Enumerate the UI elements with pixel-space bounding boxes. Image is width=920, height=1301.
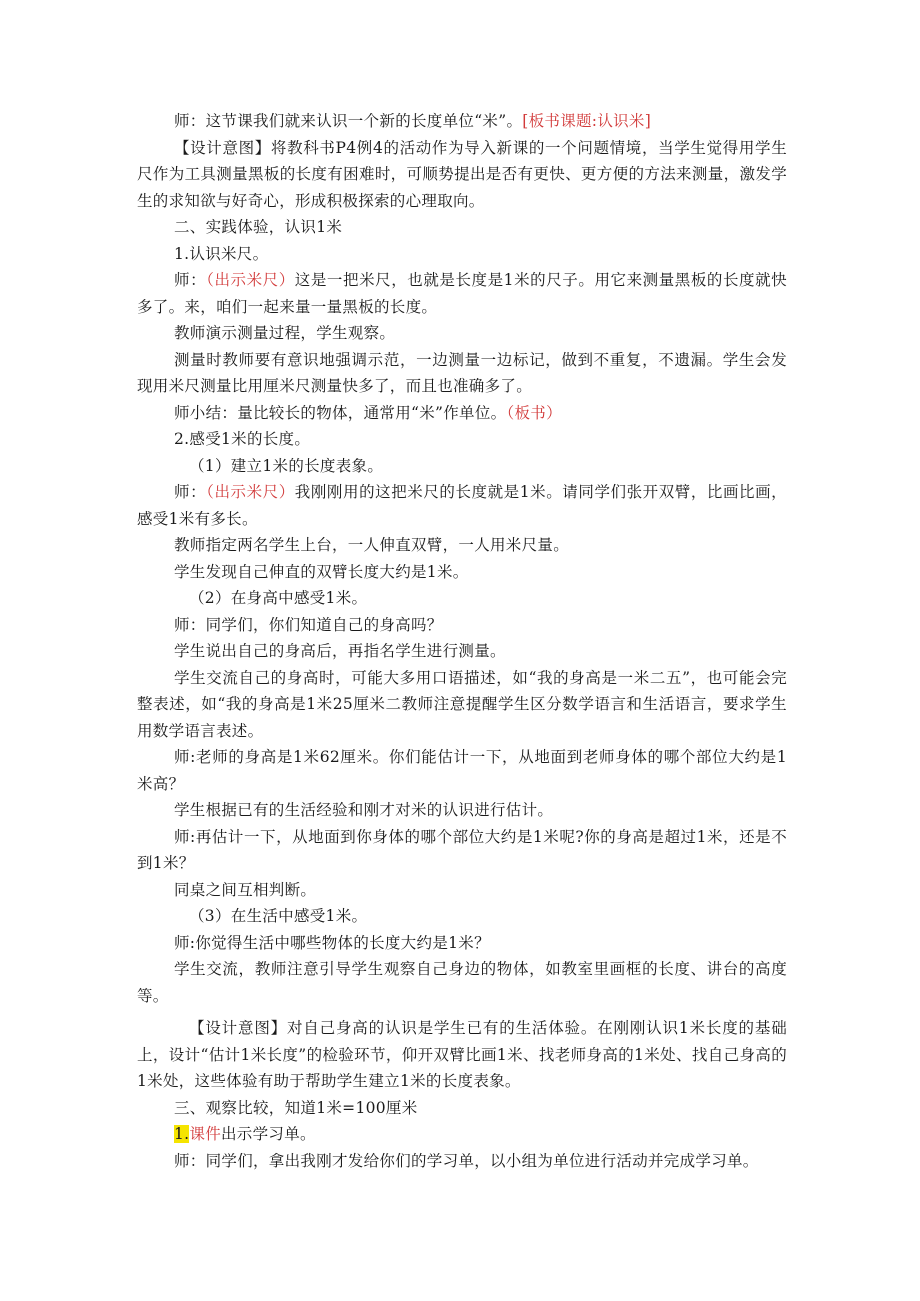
paragraph-height-language: 学生交流自己的身高时，可能大多用口语描述，如“我的身高是一米二五”，也可能会完整表述，如“我的身高是1米25厘米二教师注意提醒学生区分数学语言和生活语言，要求学生用数学语言表述。 <box>137 668 787 740</box>
paragraph-life-question: 师:你觉得生活中哪些物体的长度大约是1米？ <box>174 933 490 952</box>
lesson-text <box>137 108 787 1174</box>
paragraph-life-discussion: 学生交流，教师注意引导学生观察自己身边的物体，如教室里画框的长度、讲台的高度等。 <box>137 960 787 1005</box>
paragraph-peer-judge: 同桌之间互相判断。 <box>174 880 317 899</box>
paragraph-estimate: 学生根据已有的生活经验和刚才对米的认识进行估计。 <box>174 801 554 819</box>
paragraph-intro-meter: 师：这节课我们就来认识一个新的长度单位“米”。[板书课题:认识米] <box>174 112 652 130</box>
paragraph-group-activity: 师：同学们，拿出我刚才发给你们的学习单，以小组为单位进行活动并完成学习单。 <box>174 1151 759 1170</box>
paragraph-teacher-height: 师:老师的身高是1米62厘米。你们能估计一下，从地面到老师身体的哪个部位大约是1米高？ <box>137 748 787 793</box>
highlighted-number: 1. <box>174 1125 190 1143</box>
section-heading-3: 三、观察比较，知道1米=100厘米 <box>174 1098 418 1117</box>
paragraph-summary: 师小结：量比较长的物体，通常用“米”作单位。（板书） <box>174 403 562 422</box>
subheading-2-3: （3）在生活中感受1米。 <box>189 907 368 925</box>
paragraph-arm-length: 学生发现自己伸直的双臂长度大约是1米。 <box>174 562 469 581</box>
paragraph-height-measure: 学生说出自己的身高后，再指名学生进行测量。 <box>174 642 506 660</box>
section-heading-2: 二、实践体验，认识1米 <box>174 218 343 236</box>
subheading-1: 1.认识米尺。 <box>174 244 269 263</box>
paragraph-design-intent-1: 【设计意图】将教科书P4例4的活动作为导入新课的一个问题情境，当学生觉得用学生尺作为工具测量黑板的长度有困难时，可顺势提出是否有更快、更方便的方法来测量，激发学生的求知欲与好奇心，形成积极探索的心理取向。 <box>137 138 787 210</box>
paragraph-two-students: 教师指定两名学生上台，一人伸直双臂，一人用米尺量。 <box>174 536 570 554</box>
paragraph-arms: 师：（出示米尺）我刚刚用的这把米尺的长度就是1米。请同学们张开双臂，比画比画，感受1米有多长。 <box>137 483 787 528</box>
paragraph-demo: 教师演示测量过程，学生观察。 <box>174 324 396 342</box>
paragraph-design-intent-2: 【设计意图】对自己身高的认识是学生已有的生活体验。在刚刚认识1米长度的基础上，设计“估计1米长度”的检验环节，仰开双臂比画1米、找老师身高的1米处、找自己身高的1米处，这些体验有助于帮助学生建立1米的长度表象。 <box>137 1019 787 1090</box>
board-note: （板书） <box>506 403 562 422</box>
stage-direction: （出示米尺） <box>206 271 295 289</box>
subheading-2: 2.感受1米的长度。 <box>174 430 311 448</box>
subheading-2-2: （2）在身高中感受1米。 <box>189 589 368 607</box>
paragraph-show-ruler: 师：（出示米尺）这是一把米尺，也就是长度是1米的尺子。用它来测量黑板的长度就快多了。来，咱们一起来量一量黑板的长度。 <box>137 271 787 316</box>
paragraph-measuring: 测量时教师要有意识地强调示范，一边测量一边标记，做到不重复，不遗漏。学生会发现用米尺测量比用厘米尺测量快多了，而且也准确多了。 <box>137 350 787 395</box>
paragraph-worksheet: 1.课件出示学习单。 <box>174 1125 316 1143</box>
board-note: [板书课题:认识米] <box>522 112 652 130</box>
paragraph-height-question: 师：同学们，你们知道自己的身高吗？ <box>174 615 443 634</box>
paragraph-estimate-self: 师:再估计一下，从地面到你身体的哪个部位大约是1米呢?你的身高是超过1米，还是不到1米？ <box>137 827 787 872</box>
stage-direction: （出示米尺） <box>206 483 295 501</box>
subheading-2-1: （1）建立1米的长度表象。 <box>189 456 384 475</box>
courseware-note: 课件 <box>189 1125 221 1143</box>
